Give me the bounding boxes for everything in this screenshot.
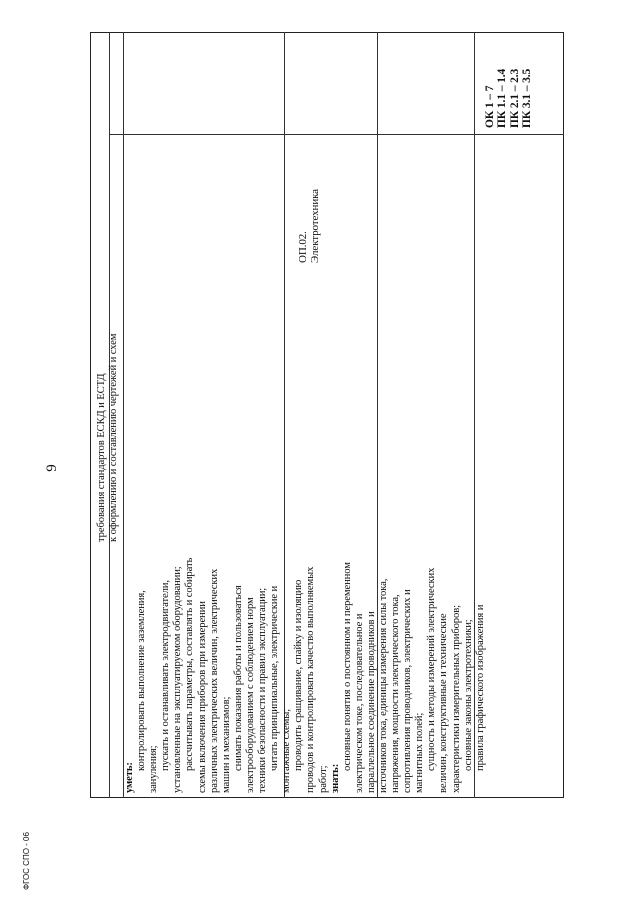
requirement-line: основные законы электротехники; <box>462 619 474 771</box>
requirement-line: параллельное соединение проводников и <box>365 611 377 793</box>
continuation-line: к оформлению и составлению чертежей и схем <box>108 333 120 542</box>
discipline-cell <box>297 137 327 263</box>
requirement-line: пускать и останавливать электродвигатели, <box>160 580 172 771</box>
requirement-line: читать принципиальные, электрические и <box>269 585 281 771</box>
knowledge-list <box>342 133 487 793</box>
competency-code: ОК 1 – 7 <box>484 85 496 128</box>
requirement-line: зануления; <box>148 745 160 793</box>
page-number: 9 <box>44 464 60 472</box>
requirement-line: величин, конструктивные и технические <box>438 613 450 793</box>
requirement-line: техники безопасности и правил эксплуатации; <box>257 587 269 793</box>
requirement-line: проводить сращивание, спайку и изоляцию <box>293 579 305 771</box>
competency-code: ПК 2.1 – 2.3 <box>508 68 521 128</box>
requirement-line: характеристики измерительных приборов; <box>450 605 462 793</box>
competency-code: ПК 3.1 – 3.5 <box>521 68 534 128</box>
competencies-cell <box>484 36 536 128</box>
requirement-line: рассчитывать параметры, составлять и собирать <box>184 557 196 771</box>
footer-code: ФГОС СПО - 06 <box>22 832 31 890</box>
requirement-line: контролировать выполнение заземления, <box>136 590 148 771</box>
requirement-line: напряжения, мощности электрического тока, <box>390 594 402 793</box>
requirement-line: источников тока, единицы измерения силы тока, <box>377 578 389 793</box>
requirement-line: снимать показания работы и пользоваться <box>232 585 244 771</box>
knowledge-heading: знать: <box>329 763 341 793</box>
requirement-line: электрическом токе, последовательное и <box>353 613 365 793</box>
requirement-line: установленные на эксплуатируемом оборудовании; <box>172 566 184 793</box>
discipline-code: ОП.02. <box>297 231 309 263</box>
requirement-line: сущность и методы измерений электрических <box>426 567 438 771</box>
continuation-line: требования стандартов ЕСКД и ЕСТД <box>96 373 107 542</box>
continuation-text <box>96 34 124 542</box>
discipline-name: Электротехника <box>309 189 322 263</box>
requirement-line: электрооборудованием с соблюдением норм <box>244 597 256 793</box>
requirement-line: магнитных полей; <box>414 712 426 793</box>
skills-heading: уметь: <box>124 762 135 793</box>
requirement-line: проводов и контролировать качество выполняемых <box>305 566 317 793</box>
requirement-line: правила графического изображения и <box>474 604 486 771</box>
requirement-line: машин и механизмов; <box>220 696 232 793</box>
competency-code: ПК 1.1 – 1.4 <box>496 68 509 128</box>
requirement-line: монтажные схемы; <box>281 708 293 793</box>
requirement-line: различных электрических величин, электрических <box>208 568 220 793</box>
requirement-line: основные понятия о постоянном и переменном <box>341 562 353 771</box>
requirement-line: работ; <box>317 765 329 793</box>
requirement-line: схемы включения приборов при измерении <box>196 601 208 793</box>
requirement-line: сопротивления проводников, электрических и <box>402 589 414 793</box>
